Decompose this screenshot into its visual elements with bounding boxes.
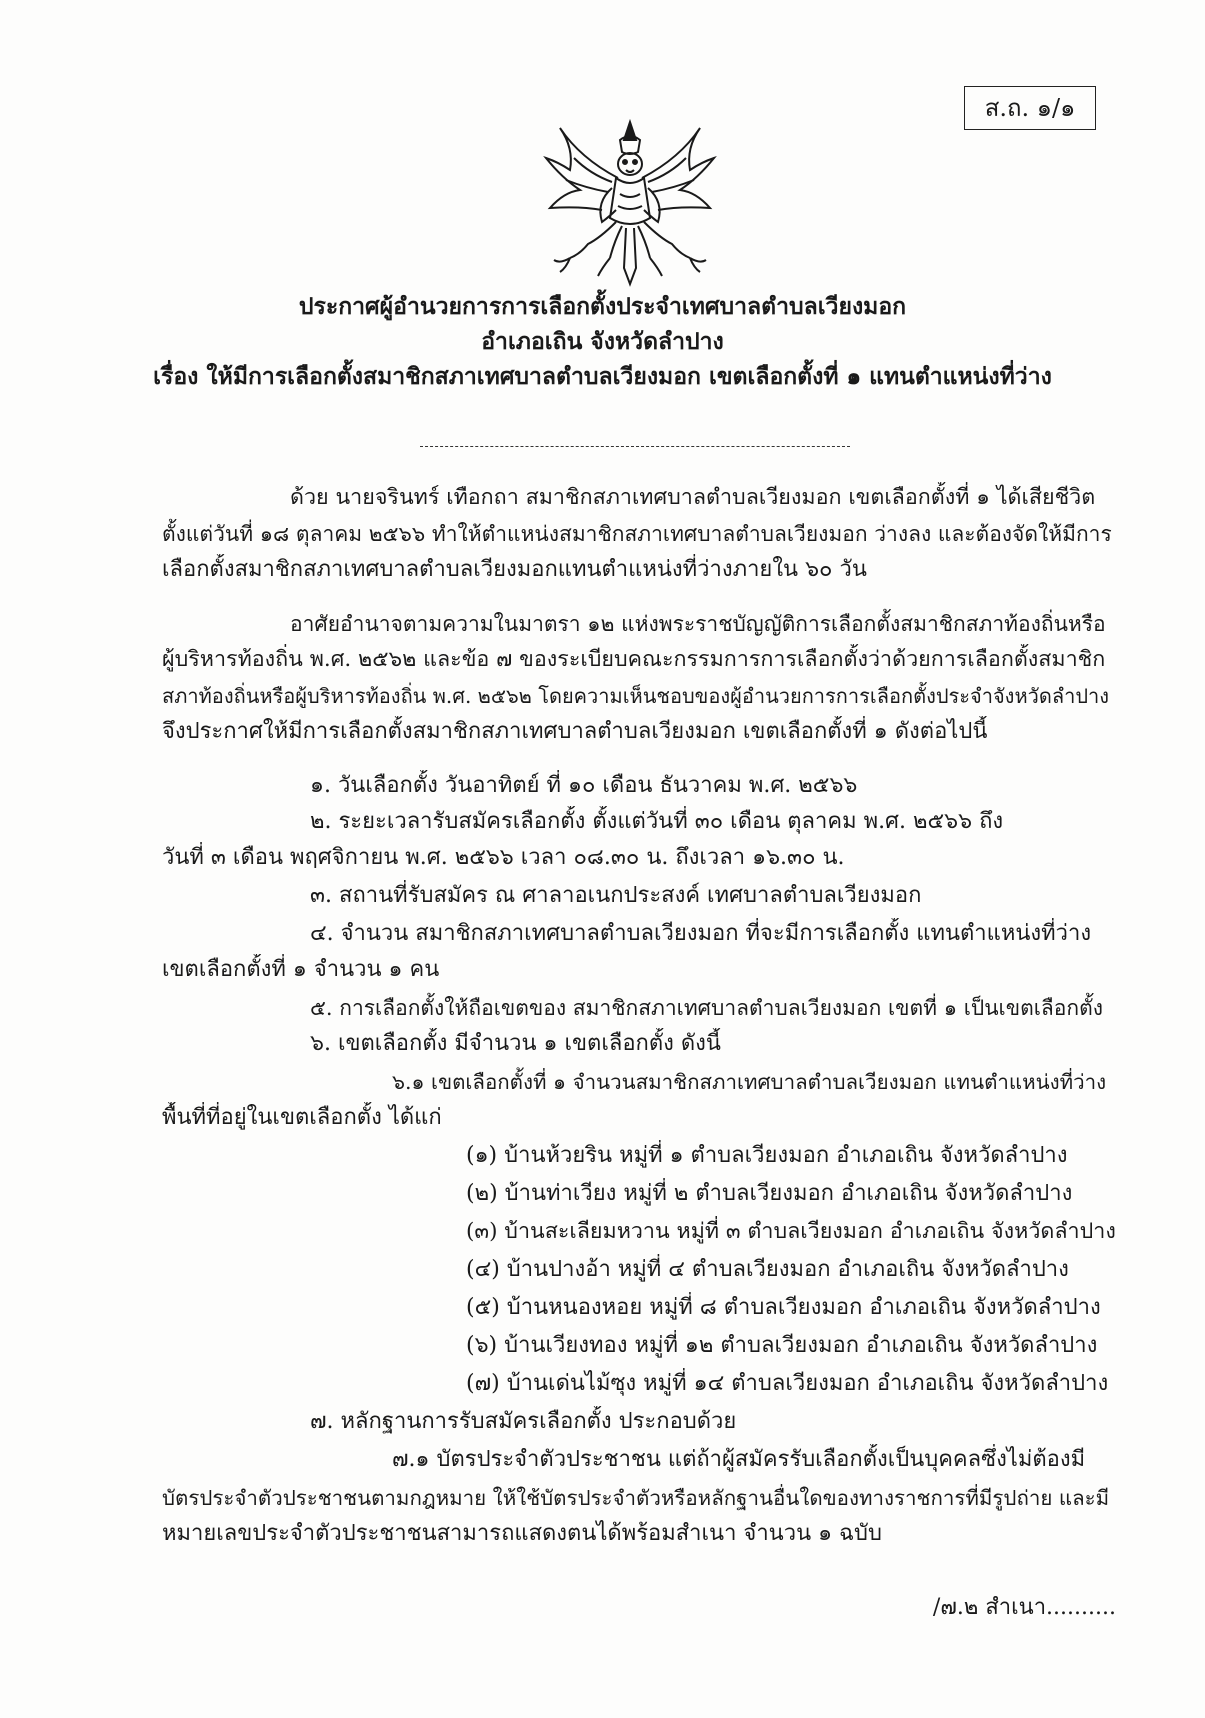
list-item: ๑. วันเลือกตั้ง วันอาทิตย์ ที่ ๑๐ เดือน ธันวาคม พ.ศ. ๒๕๖๖: [310, 773, 858, 798]
list-item: ๗.๑ บัตรประจำตัวประชาชน แต่ถ้าผู้สมัครรับเลือกตั้งเป็นบุคคลซึ่งไม่ต้องมี: [392, 1447, 1086, 1472]
paragraph-line: ด้วย นายจรินทร์ เทือกถา สมาชิกสภาเทศบาลตำบลเวียงมอก เขตเลือกตั้งที่ ๑ ได้เสียชีวิต: [290, 485, 1096, 510]
list-item: เขตเลือกตั้งที่ ๑ จำนวน ๑ คน: [162, 957, 440, 982]
village-item: (๑) บ้านห้วยริน หมู่ที่ ๑ ตำบลเวียงมอก อำเภอเถิน จังหวัดลำปาง: [466, 1143, 1068, 1168]
village-item: (๖) บ้านเวียงทอง หมู่ที่ ๑๒ ตำบลเวียงมอก อำเภอเถิน จังหวัดลำปาง: [466, 1333, 1098, 1358]
paragraph-line: ผู้บริหารท้องถิ่น พ.ศ. ๒๕๖๒ และข้อ ๗ ของระเบียบคณะกรรมการการเลือกตั้งว่าด้วยการเลือกตั้งสมาชิก: [162, 647, 1106, 672]
paragraph-line: จึงประกาศให้มีการเลือกตั้งสมาชิกสภาเทศบาลตำบลเวียงมอก เขตเลือกตั้งที่ ๑ ดังต่อไปนี้: [162, 719, 988, 744]
village-item: (๗) บ้านเด่นไม้ซุง หมู่ที่ ๑๔ ตำบลเวียงมอก อำเภอเถิน จังหวัดลำปาง: [466, 1371, 1109, 1396]
list-item: ๔. จำนวน สมาชิกสภาเทศบาลตำบลเวียงมอก ที่จะมีการเลือกตั้ง แทนตำแหน่งที่ว่าง: [310, 921, 1092, 946]
village-item: (๔) บ้านปางอ้า หมู่ที่ ๔ ตำบลเวียงมอก อำเภอเถิน จังหวัดลำปาง: [466, 1257, 1069, 1282]
announcement-subject: เรื่อง ให้มีการเลือกตั้งสมาชิกสภาเทศบาลตำบลเวียงมอก เขตเลือกตั้งที่ ๑ แทนตำแหน่งที่ว่าง: [153, 363, 1052, 390]
list-item: ๗. หลักฐานการรับสมัครเลือกตั้ง ประกอบด้วย: [310, 1409, 737, 1434]
list-item: ๖.๑ เขตเลือกตั้งที่ ๑ จำนวนสมาชิกสภาเทศบาลตำบลเวียงมอก แทนตำแหน่งที่ว่าง: [392, 1070, 1107, 1094]
paragraph-line: อาศัยอำนาจตามความในมาตรา ๑๒ แห่งพระราชบัญญัติการเลือกตั้งสมาชิกสภาท้องถิ่นหรือ: [290, 612, 1106, 636]
village-item: (๒) บ้านท่าเวียง หมู่ที่ ๒ ตำบลเวียงมอก อำเภอเถิน จังหวัดลำปาง: [466, 1181, 1073, 1206]
list-item: ๕. การเลือกตั้งให้ถือเขตของ สมาชิกสภาเทศบาลตำบลเวียงมอก เขตที่ ๑ เป็นเขตเลือกตั้ง: [310, 996, 1103, 1020]
list-item: วันที่ ๓ เดือน พฤศจิกายน พ.ศ. ๒๕๖๖ เวลา ๐๘.๓๐ น. ถึงเวลา ๑๖.๓๐ น.: [162, 845, 845, 870]
list-item: หมายเลขประจำตัวประชาชนสามารถแสดงตนได้พร้อมสำเนา จำนวน ๑ ฉบับ: [162, 1521, 882, 1546]
list-item: ๖. เขตเลือกตั้ง มีจำนวน ๑ เขตเลือกตั้ง ดังนี้: [310, 1031, 721, 1056]
title-divider: [420, 446, 850, 447]
announcement-district: อำเภอเถิน จังหวัดลำปาง: [481, 328, 724, 355]
paragraph-line: สภาท้องถิ่นหรือผู้บริหารท้องถิ่น พ.ศ. ๒๕๖๒ โดยความเห็นชอบของผู้อำนวยการการเลือกตั้งประจำจังหวัดลำปาง: [162, 684, 1110, 708]
paragraph-line: ตั้งแต่วันที่ ๑๘ ตุลาคม ๒๕๖๖ ทำให้ตำแหน่งสมาชิกสภาเทศบาลตำบลเวียงมอก ว่างลง และต้องจัดให้มีการ: [162, 522, 1112, 546]
form-code-box: ส.ถ. ๑/๑: [964, 86, 1096, 130]
garuda-emblem-icon: [540, 118, 720, 290]
continuation-ref: /๗.๒ สำเนา..........: [932, 1595, 1116, 1620]
list-item: ๓. สถานที่รับสมัคร ณ ศาลาอเนกประสงค์ เทศบาลตำบลเวียงมอก: [310, 883, 922, 908]
village-item: (๕) บ้านหนองหอย หมู่ที่ ๘ ตำบลเวียงมอก อำเภอเถิน จังหวัดลำปาง: [466, 1295, 1101, 1320]
paragraph-line: เลือกตั้งสมาชิกสภาเทศบาลตำบลเวียงมอกแทนตำแหน่งที่ว่างภายใน ๖๐ วัน: [162, 557, 867, 582]
announcement-title: ประกาศผู้อำนวยการการเลือกตั้งประจำเทศบาลตำบลเวียงมอก: [298, 293, 907, 320]
list-item: ๒. ระยะเวลารับสมัครเลือกตั้ง ตั้งแต่วันที่ ๓๐ เดือน ตุลาคม พ.ศ. ๒๕๖๖ ถึง: [310, 809, 1004, 834]
list-item: พื้นที่ที่อยู่ในเขตเลือกตั้ง ได้แก่: [162, 1105, 442, 1130]
village-item: (๓) บ้านสะเลียมหวาน หมู่ที่ ๓ ตำบลเวียงมอก อำเภอเถิน จังหวัดลำปาง: [466, 1219, 1116, 1244]
list-item: บัตรประจำตัวประชาชนตามกฎหมาย ให้ใช้บัตรประจำตัวหรือหลักฐานอื่นใดของทางราชการที่มีรูปถ่าย และมี: [162, 1486, 1110, 1510]
